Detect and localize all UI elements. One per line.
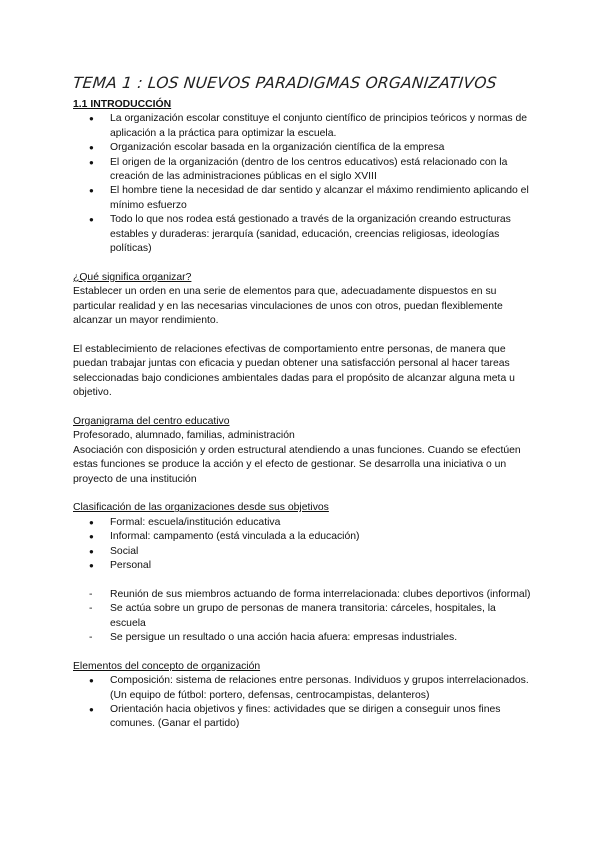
list-item: - Se actúa sobre un grupo de personas de manera transitoria: cárceles, hospitales, la escuela <box>110 602 533 631</box>
document-body <box>73 98 533 732</box>
list-item: - Reunión de sus miembros actuando de forma interrelacionada: clubes deportivos (informal) <box>110 588 533 602</box>
intro-bullet-list <box>73 112 533 256</box>
list-item: - Se persigue un resultado o una acción hacia afuera: empresas industriales. <box>110 631 533 645</box>
paragraph: Profesorado, alumnado, familias, administración <box>73 430 295 442</box>
list-item: ● Social <box>110 545 533 559</box>
paragraph: Establecer un orden en una serie de elementos para que, adecuadamente dispuestos en su particular realidad y en las necesarias vinculaciones de unos con otros, puedan flexiblemente alcanzar un mayor rendimiento. <box>73 286 503 327</box>
list-item: ● Orientación hacia objetivos y fines: actividades que se dirigen a conseguir unos fines comunes. (Ganar el partido) <box>110 703 533 732</box>
heading-organigrama: Organigrama del centro educativo <box>73 415 230 427</box>
paragraph: El establecimiento de relaciones efectivas de comportamiento entre personas, de manera que puedan trabajar juntas con eficacia y puedan obtener una satisfacción personal al hacer tareas seleccionadas bajo condiciones ambientales dadas para el propósito de alcanzar alguna meta u objetivo. <box>73 343 515 399</box>
clasificacion-dash-list <box>73 588 533 646</box>
elementos-bullet-list <box>73 674 533 732</box>
paragraph: Asociación con disposición y orden estructural atendiendo a unas funciones. Cuando se efectúen estas funciones se produce la acción y el efecto de gestionar. Se desarrolla una iniciativa o un proyecto de una institución <box>73 444 521 485</box>
heading-elementos: Elementos del concepto de organización <box>73 660 261 672</box>
list-item: ● Organización escolar basada en la organización científica de la empresa <box>110 141 533 155</box>
list-item: ● La organización escolar constituye el conjunto científico de principios teóricos y normas de aplicación a la práctica para optimizar la escuela. <box>110 112 533 141</box>
list-item: ● Composición: sistema de relaciones entre personas. Individuos y grupos interrelacionados. (Un equipo de fútbol: portero, defensas, centrocampistas, delanteros) <box>110 674 533 703</box>
heading-que-significa-organizar: ¿Qué significa organizar? <box>73 271 192 283</box>
list-item: ● Personal <box>110 559 533 573</box>
list-item: ● Informal: campamento (está vinculada a la educación) <box>110 530 533 544</box>
list-item: ● El origen de la organización (dentro de los centros educativos) está relacionado con la creación de las administraciones públicas en el siglo XVIII <box>110 156 533 185</box>
list-item: ● El hombre tiene la necesidad de dar sentido y alcanzar el máximo rendimiento aplicando el mínimo esfuerzo <box>110 184 533 213</box>
list-item: ● Formal: escuela/institución educativa <box>110 516 533 530</box>
document-title: TEMA 1 : LOS NUEVOS PARADIGMAS ORGANIZATIVOS <box>72 74 498 92</box>
list-item: ● Todo lo que nos rodea está gestionado a través de la organización creando estructuras estables y duraderas: jerarquía (sanidad, educación, creencias religiosas, ideologías políticas) <box>110 213 533 256</box>
clasificacion-bullet-list <box>73 516 533 574</box>
heading-clasificacion: Clasificación de las organizaciones desde sus objetivos <box>73 502 329 514</box>
section-heading-introduccion: 1.1 INTRODUCCIÓN <box>73 99 172 110</box>
